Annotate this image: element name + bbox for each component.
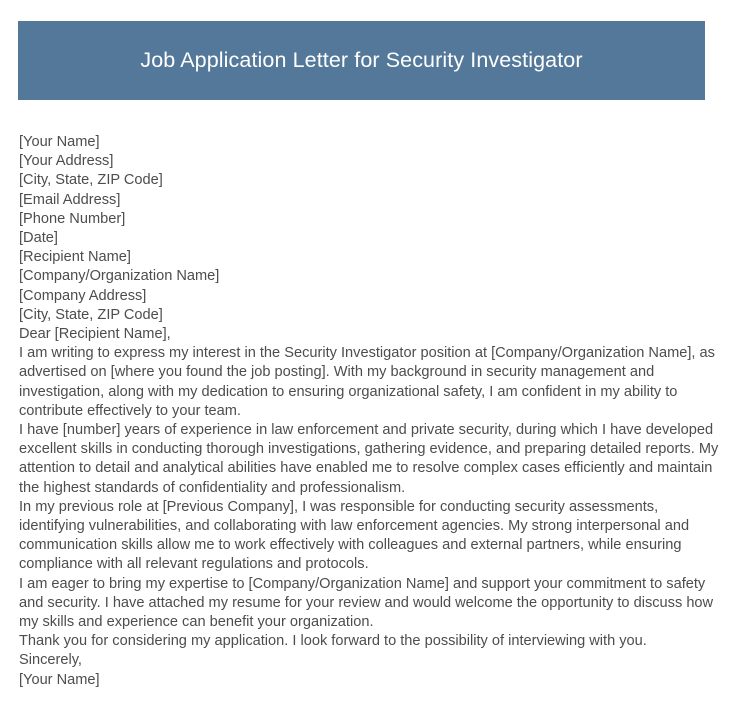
sender-city-state-zip-line: [City, State, ZIP Code] [19,172,163,189]
body-paragraph-4: I am eager to bring my expertise to [Company/Organization Name] and support your commitment to safety and security. I have attached my resume for your review and would welcome the opportunity to discuss how my skills and experience can benefit your organization. [19,575,714,631]
recipient-city-state-zip-line: [City, State, ZIP Code] [19,306,163,323]
body-paragraph-3: In my previous role at [Previous Company], I was responsible for conducting security assessments, identifying vulnerabilities, and collaborating with law enforcement agencies. My strong interpersonal and communication skills allow me to work effectively with colleagues and external partners, while ensuring compliance with all relevant regulations and protocols. [19,498,690,573]
recipient-name-line: [Recipient Name] [19,249,131,266]
page-title: Job Application Letter for Security Investigator [140,47,583,72]
body-paragraph-2: I have [number] years of experience in law enforcement and private security, during which I have developed excellent skills in conducting thorough investigations, gathering evidence, and preparing detailed reports. My attention to detail and analytical abilities have enabled me to resolve complex cases efficiently and maintain the highest standards of confidentiality and professionalism. [19,422,719,496]
body-paragraph-5: Thank you for considering my application. I look forward to the possibility of interviewing with you. [19,633,647,650]
letter-body [19,133,725,690]
recipient-address-line: [Company Address] [19,287,147,304]
sender-address-line: [Your Address] [19,153,114,170]
signature-name-line: [Your Name] [19,671,100,688]
sender-name-line: [Your Name] [19,134,100,150]
recipient-company-line: [Company/Organization Name] [19,268,220,285]
salutation-line: Dear [Recipient Name], [19,326,171,343]
closing-line: Sincerely, [19,652,82,669]
body-paragraph-1: I am writing to express my interest in the Security Investigator position at [Company/Organization Name], as advertised on [where you found the job posting]. With my background in security management and investigation, along with my dedication to ensuring organizational safety, I am confident in my ability to contribute effectively to your team. [19,345,715,419]
document-header-banner [18,21,705,100]
sender-phone-line: [Phone Number] [19,210,126,227]
sender-email-line: [Email Address] [19,191,121,208]
date-line: [Date] [19,230,58,247]
